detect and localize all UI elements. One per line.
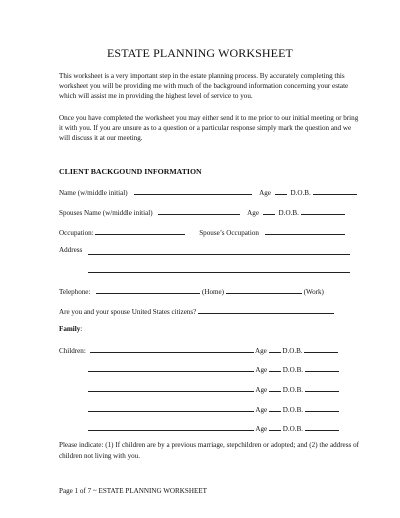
name-row [59, 187, 357, 198]
spouse-occupation-field[interactable] [265, 227, 345, 235]
page-footer: Page 1 of 7 ~ ESTATE PLANNING WORKSHEET [59, 487, 207, 495]
child-age-label: Age [254, 347, 267, 355]
spouse-dob-field[interactable] [301, 207, 345, 215]
citizenship-row [59, 306, 334, 317]
citizenship-question: Are you and your spouse United States citizens? [59, 308, 197, 316]
client-background-heading: CLIENT BACKGOUND INFORMATION [59, 167, 202, 176]
occupation-row [59, 227, 345, 238]
child-dob-label: D.O.B. [282, 425, 304, 433]
name-label: Name (w/middle initial) [59, 189, 128, 197]
child-dob-field[interactable] [304, 345, 338, 353]
telephone-row [59, 286, 324, 297]
spouse-name-label: Spouses Name (w/middle initial) [59, 209, 153, 217]
intro-paragraph: This worksheet is a very important step in the estate planning process. By accurately completing this worksheet you will be providing me with much of the background information concerning your estate which will assist me in providing the highest level of service to you. [59, 72, 349, 101]
work-label: (Work) [303, 288, 324, 296]
child-age-field[interactable] [269, 364, 281, 372]
children-label: Children: [59, 347, 86, 355]
spouse-age-field[interactable] [263, 207, 275, 215]
children-row-1 [59, 345, 338, 356]
children-note: Please indicate: (1) If children are by a previous marriage, stepchildren or adopted; and (2) the address of children not living with you. [59, 441, 359, 460]
dob-label: D.O.B. [290, 189, 311, 197]
child-age-label: Age [255, 386, 268, 394]
address-row [59, 246, 82, 255]
child-dob-label: D.O.B. [282, 347, 303, 355]
occupation-label: Occupation: [59, 229, 94, 237]
child-dob-field[interactable] [305, 404, 339, 412]
child-age-field[interactable] [269, 345, 281, 353]
children-row-3 [88, 384, 339, 395]
child-age-label: Age [255, 366, 268, 374]
child-name-field[interactable] [88, 364, 254, 372]
page-title: ESTATE PLANNING WORKSHEET [107, 46, 293, 60]
work-phone-field[interactable] [226, 286, 302, 294]
spouse-dob-label: D.O.B. [278, 209, 299, 217]
child-name-field[interactable] [88, 423, 254, 431]
child-dob-field[interactable] [305, 423, 339, 431]
spouse-name-row [59, 207, 345, 218]
spouse-name-field[interactable] [158, 207, 240, 215]
dob-field[interactable] [313, 187, 357, 195]
spouse-occupation-label: Spouse’s Occupation [199, 229, 259, 237]
age-field[interactable] [275, 187, 287, 195]
child-age-label: Age [255, 406, 268, 414]
child-age-field[interactable] [269, 423, 281, 431]
children-row-2 [88, 364, 339, 375]
spouse-age-label: Age [247, 209, 259, 217]
child-age-field[interactable] [269, 404, 281, 412]
child-name-field[interactable] [88, 404, 254, 412]
send-instructions-paragraph: Once you have completed the worksheet you may either send it to me prior to our initial meeting or bring it with you. If you are unsure as to a question or a particular response simply mark the question and we will discuss it at our meeting. [59, 114, 359, 143]
child-dob-label: D.O.B. [282, 366, 304, 374]
home-label: (Home) [201, 288, 225, 296]
children-row-4 [88, 404, 339, 415]
address-field-line-2[interactable] [88, 272, 350, 273]
child-age-label: Age [255, 425, 268, 433]
family-heading-row [59, 325, 82, 334]
children-row-5 [88, 423, 339, 434]
child-dob-label: D.O.B. [282, 406, 304, 414]
age-label: Age [259, 189, 271, 197]
child-dob-field[interactable] [305, 384, 339, 392]
child-age-field[interactable] [269, 384, 281, 392]
telephone-label: Telephone: [59, 288, 91, 296]
family-heading-colon: : [80, 325, 83, 333]
child-name-field[interactable] [88, 384, 254, 392]
name-field[interactable] [134, 187, 252, 195]
citizenship-field[interactable] [198, 306, 334, 314]
child-dob-label: D.O.B. [282, 386, 304, 394]
child-dob-field[interactable] [305, 364, 339, 372]
address-label: Address [59, 246, 83, 254]
family-heading: Family [59, 325, 81, 333]
home-phone-field[interactable] [96, 286, 200, 294]
occupation-field[interactable] [95, 227, 185, 235]
address-field-line-1[interactable] [88, 254, 350, 255]
child-name-field[interactable] [90, 345, 254, 353]
